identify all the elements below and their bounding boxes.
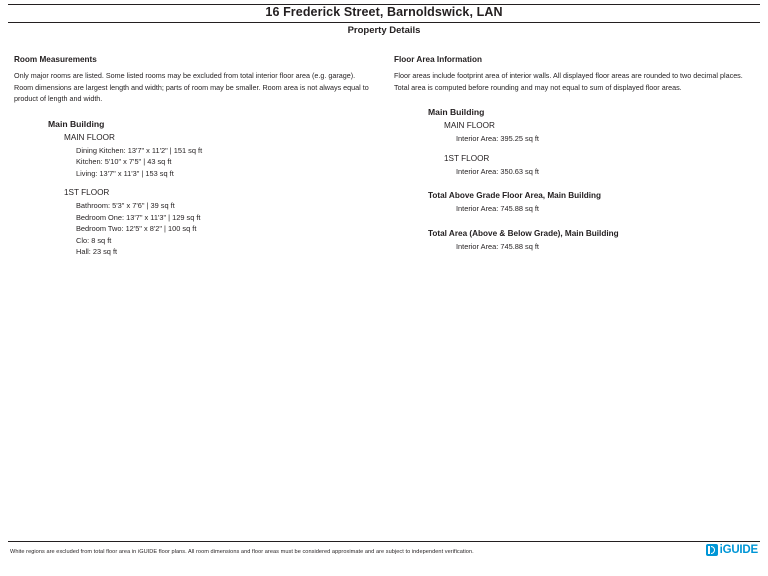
total-above-grade-block: [394, 191, 754, 214]
title-rule-bottom: [8, 22, 760, 23]
area-line: Interior Area: 395.25 sq ft: [456, 134, 539, 144]
room-line: Bedroom Two: 12'5" x 8'2" | 100 sq ft: [76, 224, 197, 234]
floor-area-column: [394, 55, 754, 252]
right-building-name: Main Building: [428, 107, 485, 118]
right-floor-name-first: 1ST FLOOR: [444, 153, 490, 163]
floor-area-heading: Floor Area Information: [394, 55, 482, 64]
area-line: Interior Area: 350.63 sq ft: [456, 166, 539, 176]
room-line: Dining Kitchen: 13'7" x 11'2" | 151 sq ft: [76, 145, 203, 155]
footer-rule: [8, 541, 760, 542]
room-line: Clo: 8 sq ft: [76, 235, 112, 245]
total-above-grade-heading: Total Above Grade Floor Area, Main Building: [428, 191, 602, 201]
room-measurements-note: Only major rooms are listed. Some listed rooms may be excluded from total interior floor area (e.g. garage). Room dimensions are largest length and width; parts of room may be smaller. Room area is not always equal to product of length and width.: [14, 71, 369, 104]
right-building-block: [394, 107, 754, 177]
room-line: Bedroom One: 13'7" x 11'3" | 129 sq ft: [76, 212, 201, 222]
room-line: Hall: 23 sq ft: [76, 247, 118, 257]
left-floor-group-first: [14, 188, 369, 257]
iguide-logo-icon: [706, 544, 718, 556]
room-measurements-column: [14, 55, 369, 267]
room-measurements-heading: Room Measurements: [14, 55, 97, 64]
room-line: Kitchen: 5'10" x 7'5" | 43 sq ft: [76, 157, 172, 167]
left-building-block: [14, 119, 369, 258]
room-line: Bathroom: 5'3" x 7'6" | 39 sq ft: [76, 201, 175, 211]
left-building-name: Main Building: [48, 118, 105, 129]
left-floor-name-main: MAIN FLOOR: [64, 132, 115, 142]
room-line: Living: 13'7" x 11'3" | 153 sq ft: [76, 168, 174, 178]
floor-area-note: Floor areas include footprint area of interior walls. All displayed floor areas are rounded to two decimal places. Total area is computed before rounding and may not equal to sum of displayed floor areas.: [394, 71, 743, 92]
total-above-grade-area: Interior Area: 745.88 sq ft: [456, 204, 539, 214]
total-all-grade-block: [394, 229, 754, 252]
right-floor-group-main: [394, 121, 754, 144]
right-floor-name-main: MAIN FLOOR: [444, 121, 495, 131]
left-floor-name-first: 1ST FLOOR: [64, 188, 110, 198]
iguide-logo: [706, 544, 758, 556]
page-subtitle: Property Details: [347, 25, 421, 36]
footer-disclaimer: White regions are excluded from total floor area in iGUIDE floor plans. All room dimensions and floor areas must be considered approximate and are subject to independent verification.: [10, 549, 474, 555]
total-all-grade-heading: Total Area (Above & Below Grade), Main Building: [428, 228, 619, 238]
left-floor-group-main: [14, 133, 369, 179]
right-floor-group-first: [394, 154, 754, 177]
total-all-grade-area: Interior Area: 745.88 sq ft: [456, 241, 539, 251]
iguide-logo-text: iGUIDE: [719, 544, 758, 556]
page-title: 16 Frederick Street, Barnoldswick, LAN: [265, 5, 503, 19]
